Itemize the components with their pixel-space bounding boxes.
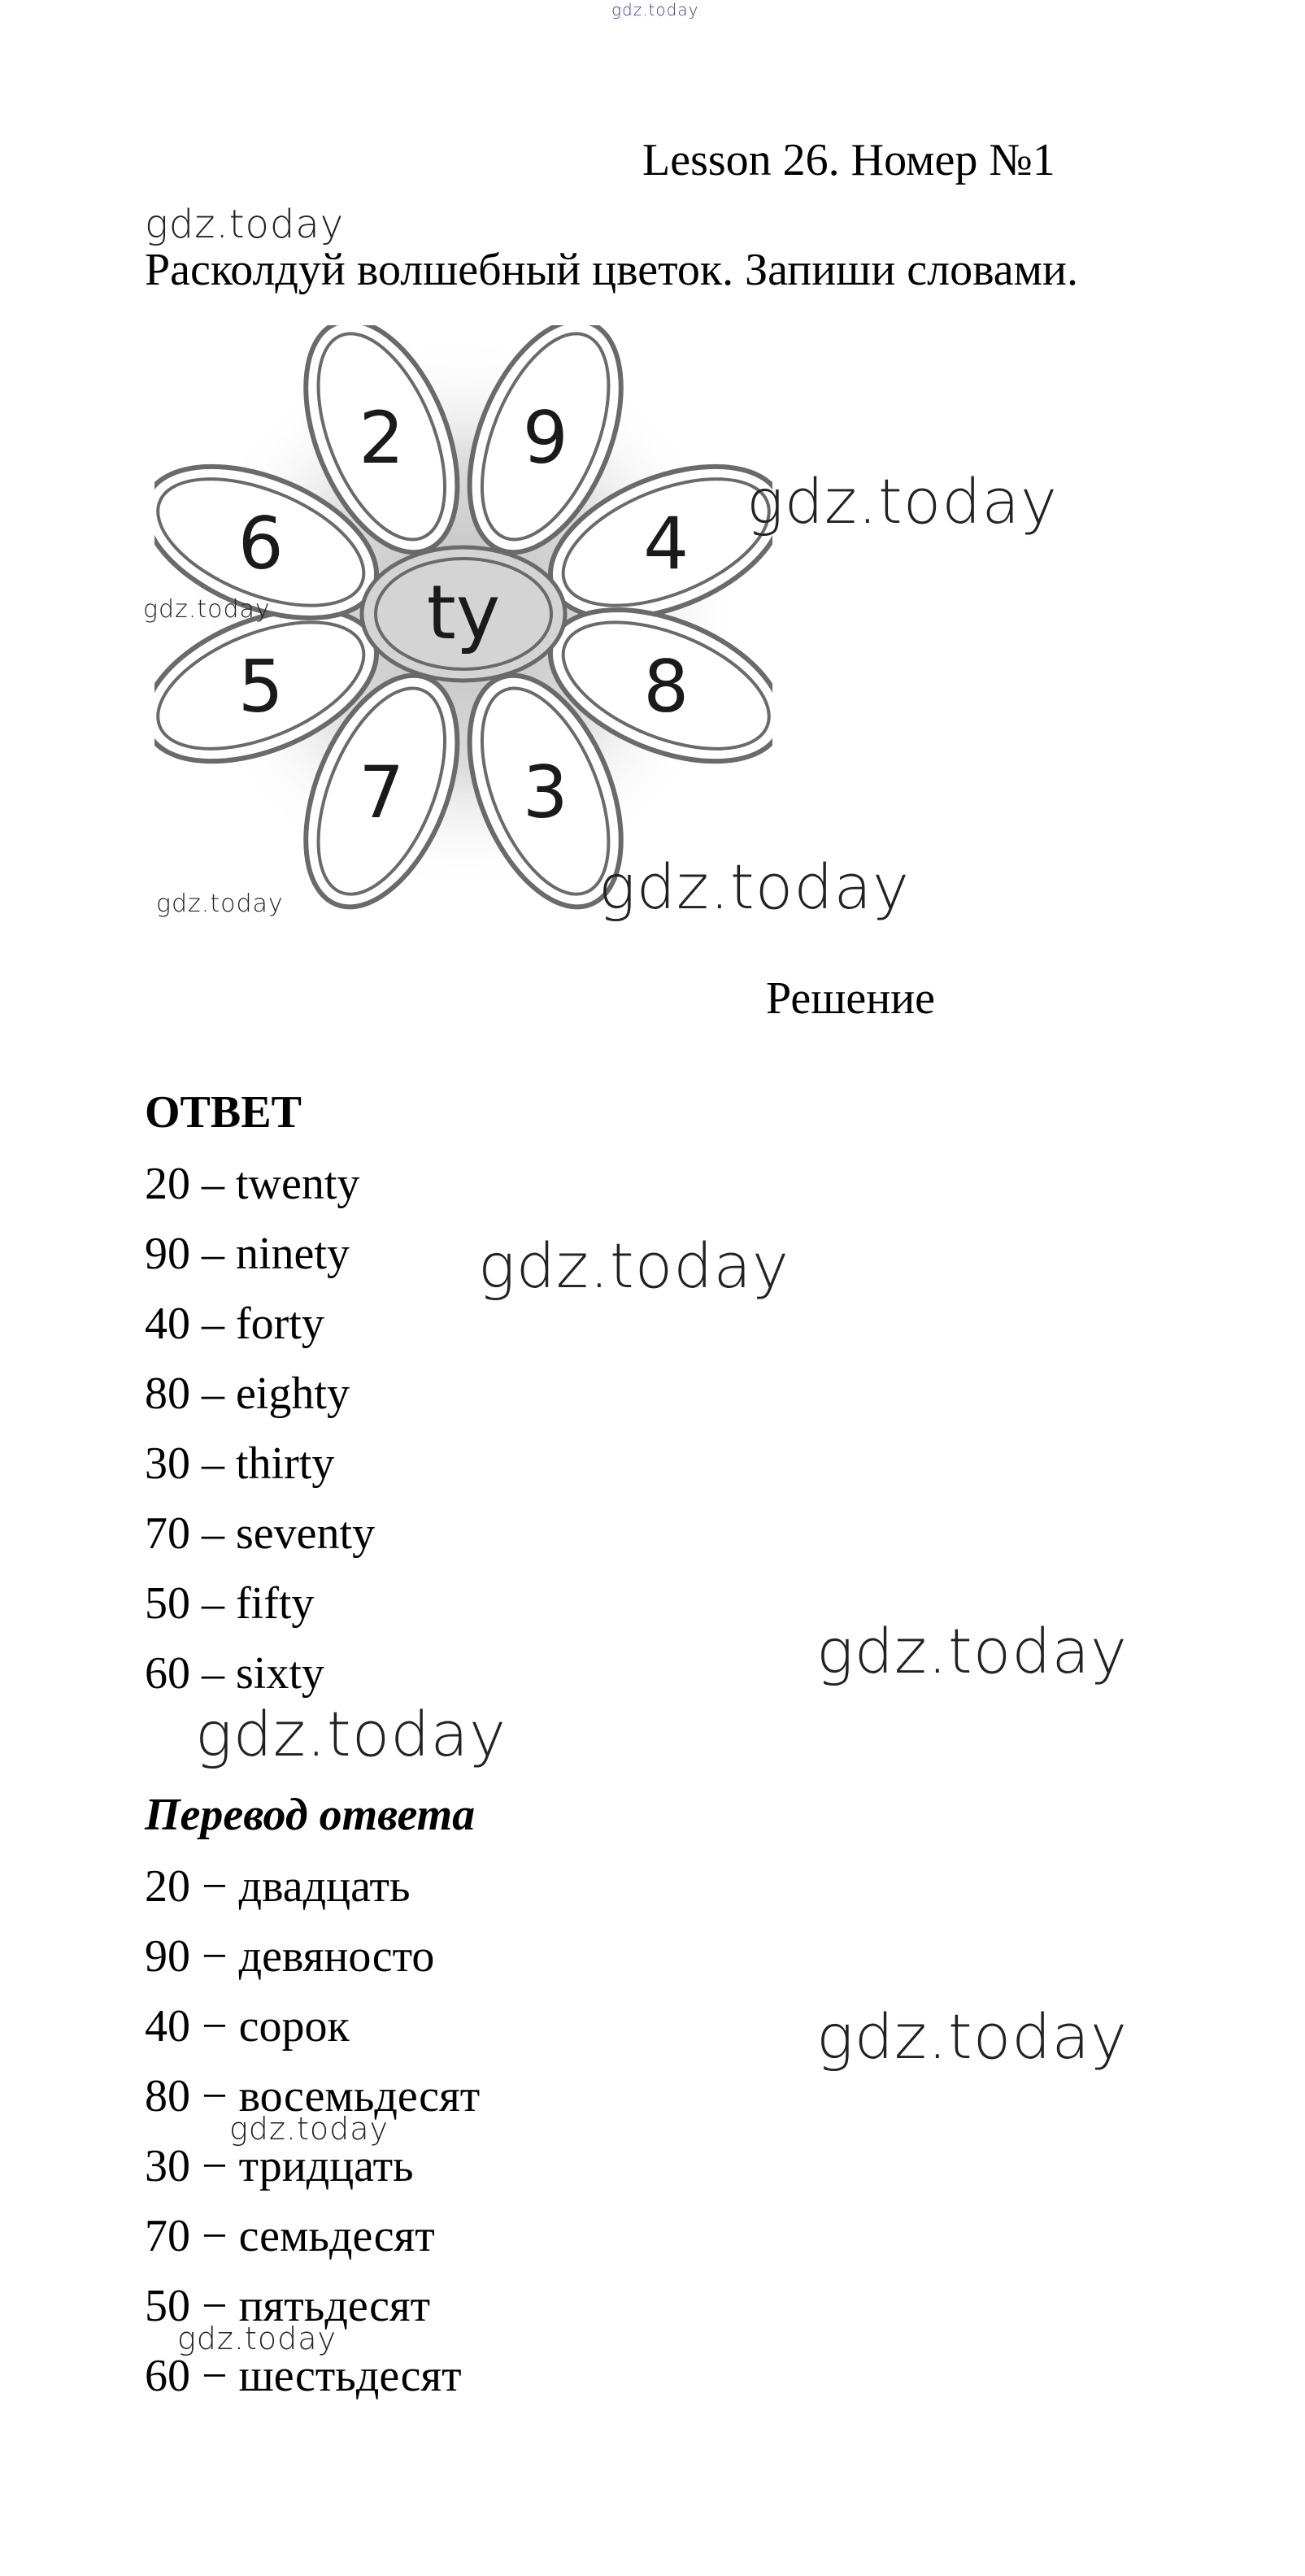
watermark-translation-right: gdz.today bbox=[816, 2000, 1128, 2073]
watermark-translation-small-1: gdz.today bbox=[229, 2111, 389, 2147]
translation-row: 20 − двадцать bbox=[145, 1861, 411, 1912]
answer-row: 40 – forty bbox=[145, 1299, 324, 1349]
flower-petal-number: 5 bbox=[237, 645, 284, 729]
watermark-flower-left: gdz.today bbox=[143, 595, 271, 624]
translation-row: 50 − пятьдесят bbox=[145, 2281, 431, 2331]
translation-row: 60 − шестьдесят bbox=[145, 2351, 462, 2401]
translation-row: 70 − семьдесят bbox=[145, 2211, 435, 2261]
translation-row: 30 − тридцать bbox=[145, 2141, 414, 2191]
watermark-flower-bottom-right: gdz.today bbox=[598, 851, 910, 923]
task-watermark: gdz.today bbox=[145, 202, 345, 247]
answer-row: 50 – fifty bbox=[145, 1578, 315, 1629]
answer-row: 70 – seventy bbox=[145, 1508, 376, 1559]
flower-petal-number: 4 bbox=[643, 501, 689, 585]
answer-row: 80 – eighty bbox=[145, 1368, 350, 1419]
flower-petal-number: 8 bbox=[643, 645, 689, 729]
flower-petal-number: 7 bbox=[359, 751, 405, 835]
translation-row: 90 − девяносто bbox=[145, 1931, 435, 1982]
flower-petal-number: 6 bbox=[237, 501, 284, 585]
answer-row: 30 – thirty bbox=[145, 1438, 335, 1489]
answer-row: 60 – sixty bbox=[145, 1648, 324, 1699]
top-watermark: gdz.today bbox=[611, 0, 699, 20]
translation-row: 80 − восемьдесят bbox=[145, 2071, 481, 2121]
watermark-answer-right: gdz.today bbox=[816, 1615, 1128, 1687]
answer-heading: ОТВЕТ bbox=[145, 1087, 302, 1138]
watermark-flower-right: gdz.today bbox=[746, 465, 1058, 537]
flower-petal-number: 2 bbox=[359, 395, 405, 480]
watermark-translation-small-2: gdz.today bbox=[177, 2321, 337, 2356]
page-title: Lesson 26. Номер №1 bbox=[642, 135, 1055, 185]
watermark-flower-bottom-left: gdz.today bbox=[156, 890, 284, 918]
translation-heading: Перевод ответа bbox=[145, 1790, 476, 1840]
answer-row: 20 – twenty bbox=[145, 1159, 360, 1209]
watermark-answer-mid: gdz.today bbox=[478, 1229, 790, 1302]
translation-row: 40 − сорок bbox=[145, 2001, 350, 2052]
watermark-answer-bottom: gdz.today bbox=[195, 1698, 507, 1770]
flower-petal-number: 3 bbox=[522, 751, 568, 835]
task-text: Расколдуй волшебный цветок. Запиши словами. bbox=[145, 245, 1079, 295]
flower-petal-number: 9 bbox=[522, 395, 568, 480]
flower-center bbox=[362, 547, 565, 681]
solution-label: Решение bbox=[766, 973, 936, 1024]
flower-center-label: ty bbox=[426, 569, 501, 656]
answer-row: 90 – ninety bbox=[145, 1229, 350, 1279]
